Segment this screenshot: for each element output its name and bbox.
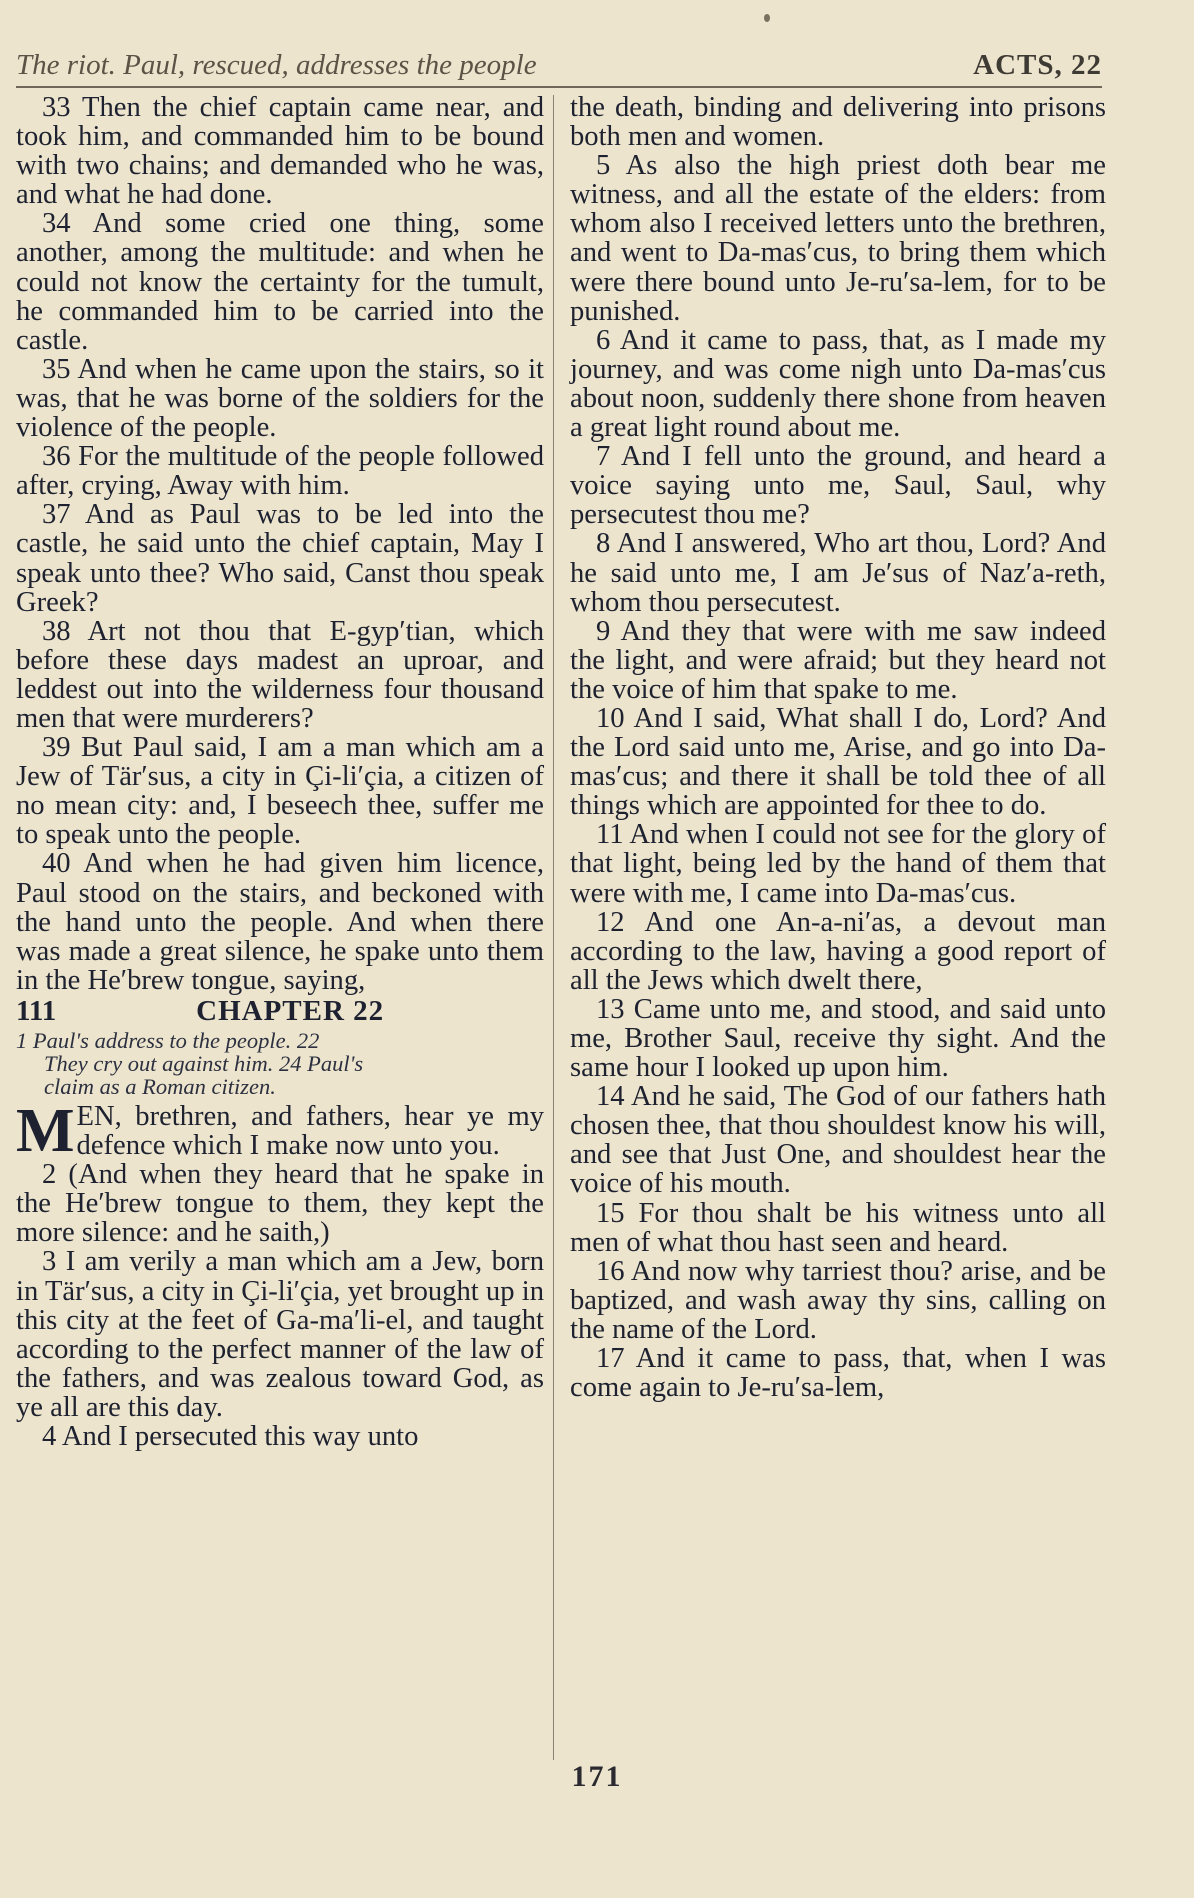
verse-5: 5 As also the high priest doth bear me witness, and all the estate of the elders: from whom also I received letters unto the brethren, and went to Da-mas′cus, to bring them which were there bound unto Je-ru′sa-lem, for to be punished.: [570, 150, 1106, 327]
right-column: [570, 93, 1106, 1402]
verse-13: 13 Came unto me, and stood, and said unto me, Brother Saul, receive thy sight. And the same hour I looked up upon him.: [570, 993, 1106, 1084]
header-rule: [16, 86, 1102, 88]
verse-10: 10 And I said, What shall I do, Lord? And the Lord said unto me, Arise, and go into Da-mas′cus; and there it shall be told thee of all things which are appointed for thee to do.: [570, 702, 1106, 822]
summary-line-2: They cry out against him. 24 Paul's: [44, 1051, 364, 1076]
verse-11: 11 And when I could not see for the glory of that light, being led by the hand of them that were with me, I came into Da-mas′cus.: [570, 819, 1106, 909]
verse-12: 12 And one An-a-ni′as, a devout man according to the law, having a good report of all the Jews which dwelt there,: [570, 906, 1106, 996]
summary-line-3: claim as a Roman citizen.: [44, 1074, 276, 1099]
summary-line-1: 1 Paul's address to the people. 22: [16, 1028, 320, 1053]
chapter-heading-line: [16, 994, 544, 1027]
verse-8: 8 And I answered, Who art thou, Lord? And he said unto me, I am Je′sus of Naz′a-reth, whom thou persecutest.: [570, 528, 1106, 618]
drop-cap: M: [16, 1097, 73, 1165]
page-header: [16, 38, 1102, 82]
verse-35: 35 And when he came upon the stairs, so it was, that he was borne of the soldiers for the violence of the people.: [16, 353, 544, 444]
verse-36: 36 For the multitude of the people followed after, crying, Away with him.: [16, 441, 544, 502]
verse-3: 3 I am verily a man which am a Jew, born in Tär′sus, a city in Çi-li′çia, yet brought up in this city at the feet of Ga-ma′li-el, and taught according to the perfect manner of the law of the fathers, and was zealous toward God, as ye all are this day.: [16, 1246, 544, 1423]
print-speck: [764, 14, 770, 22]
verse-38: 38 Art not thou that E-gyp′tian, which before these days madest an uproar, and leddest out into the wilderness four thousand men that were murderers?: [16, 615, 544, 734]
verse-17: 17 And it came to pass, that, when I was come again to Je-ru′sa-lem,: [570, 1343, 1106, 1404]
column-divider: [553, 95, 554, 1760]
verse-7: 7 And I fell unto the ground, and heard a voice saying unto me, Saul, Saul, why persecutest thou me?: [570, 441, 1106, 531]
verse-9: 9 And they that were with me saw indeed the light, and were afraid; but they heard not the voice of him that spake to me.: [570, 615, 1106, 705]
verse-4: 4 And I persecuted this way unto: [42, 1421, 419, 1453]
left-column: [16, 93, 544, 1451]
chapter-heading: CHAPTER 22: [196, 994, 385, 1027]
chapter-summary: [16, 1029, 544, 1098]
verse-33: 33 Then the chief captain came near, and took him, and commanded him to be bound with two chains; and demanded who he was, and what he had done.: [16, 92, 544, 211]
verse-16: 16 And now why tarriest thou? arise, and be baptized, and wash away thy sins, calling on the name of the Lord.: [570, 1255, 1106, 1345]
running-title: The riot. Paul, rescued, addresses the people: [16, 49, 537, 81]
verse-15: 15 For thou shalt be his witness unto all men of what thou hast seen and heard.: [570, 1197, 1106, 1258]
verse-39: 39 But Paul said, I am a man which am a Jew of Tär′sus, a city in Çi-li′çia, a citizen of no mean city: and, I beseech thee, suffer me to speak unto the people.: [16, 732, 544, 851]
verse-40: 40 And when he had given him licence, Paul stood on the stairs, and beckoned with the hand unto the people. And when there was made a great silence, he spake unto them in the He′brew tongue, saying,: [16, 848, 544, 996]
verse-1: [16, 1097, 544, 1165]
verse-34: 34 And some cried one thing, some another, among the multitude: and when he could not know the certainty for the tumult, he commanded him to be carried into the castle.: [16, 208, 544, 356]
verse-1-text: EN, brethren, and fathers, hear ye my defence which I make now unto you.: [76, 1101, 544, 1162]
verse-14: 14 And he said, The God of our fathers hath chosen thee, that thou shouldest know his will, and see that Just One, and shouldest hear the voice of his mouth.: [570, 1081, 1106, 1200]
verse-4-continued: the death, binding and delivering into prisons both men and women.: [570, 92, 1106, 153]
chapter-marker: 111: [16, 994, 57, 1027]
book-chapter-reference: ACTS, 22: [973, 49, 1102, 81]
page-number: 171: [571, 1760, 623, 1793]
verse-6: 6 And it came to pass, that, as I made my journey, and was come nigh unto Da-mas′cus about noon, suddenly there shone from heaven a great light round about me.: [570, 324, 1106, 444]
verse-2: 2 (And when they heard that he spake in the He′brew tongue to them, they kept the more silence: and he saith,): [16, 1159, 544, 1249]
verse-37: 37 And as Paul was to be led into the castle, he said unto the chief captain, May I speak unto thee? Who said, Canst thou speak Greek?: [16, 499, 544, 618]
